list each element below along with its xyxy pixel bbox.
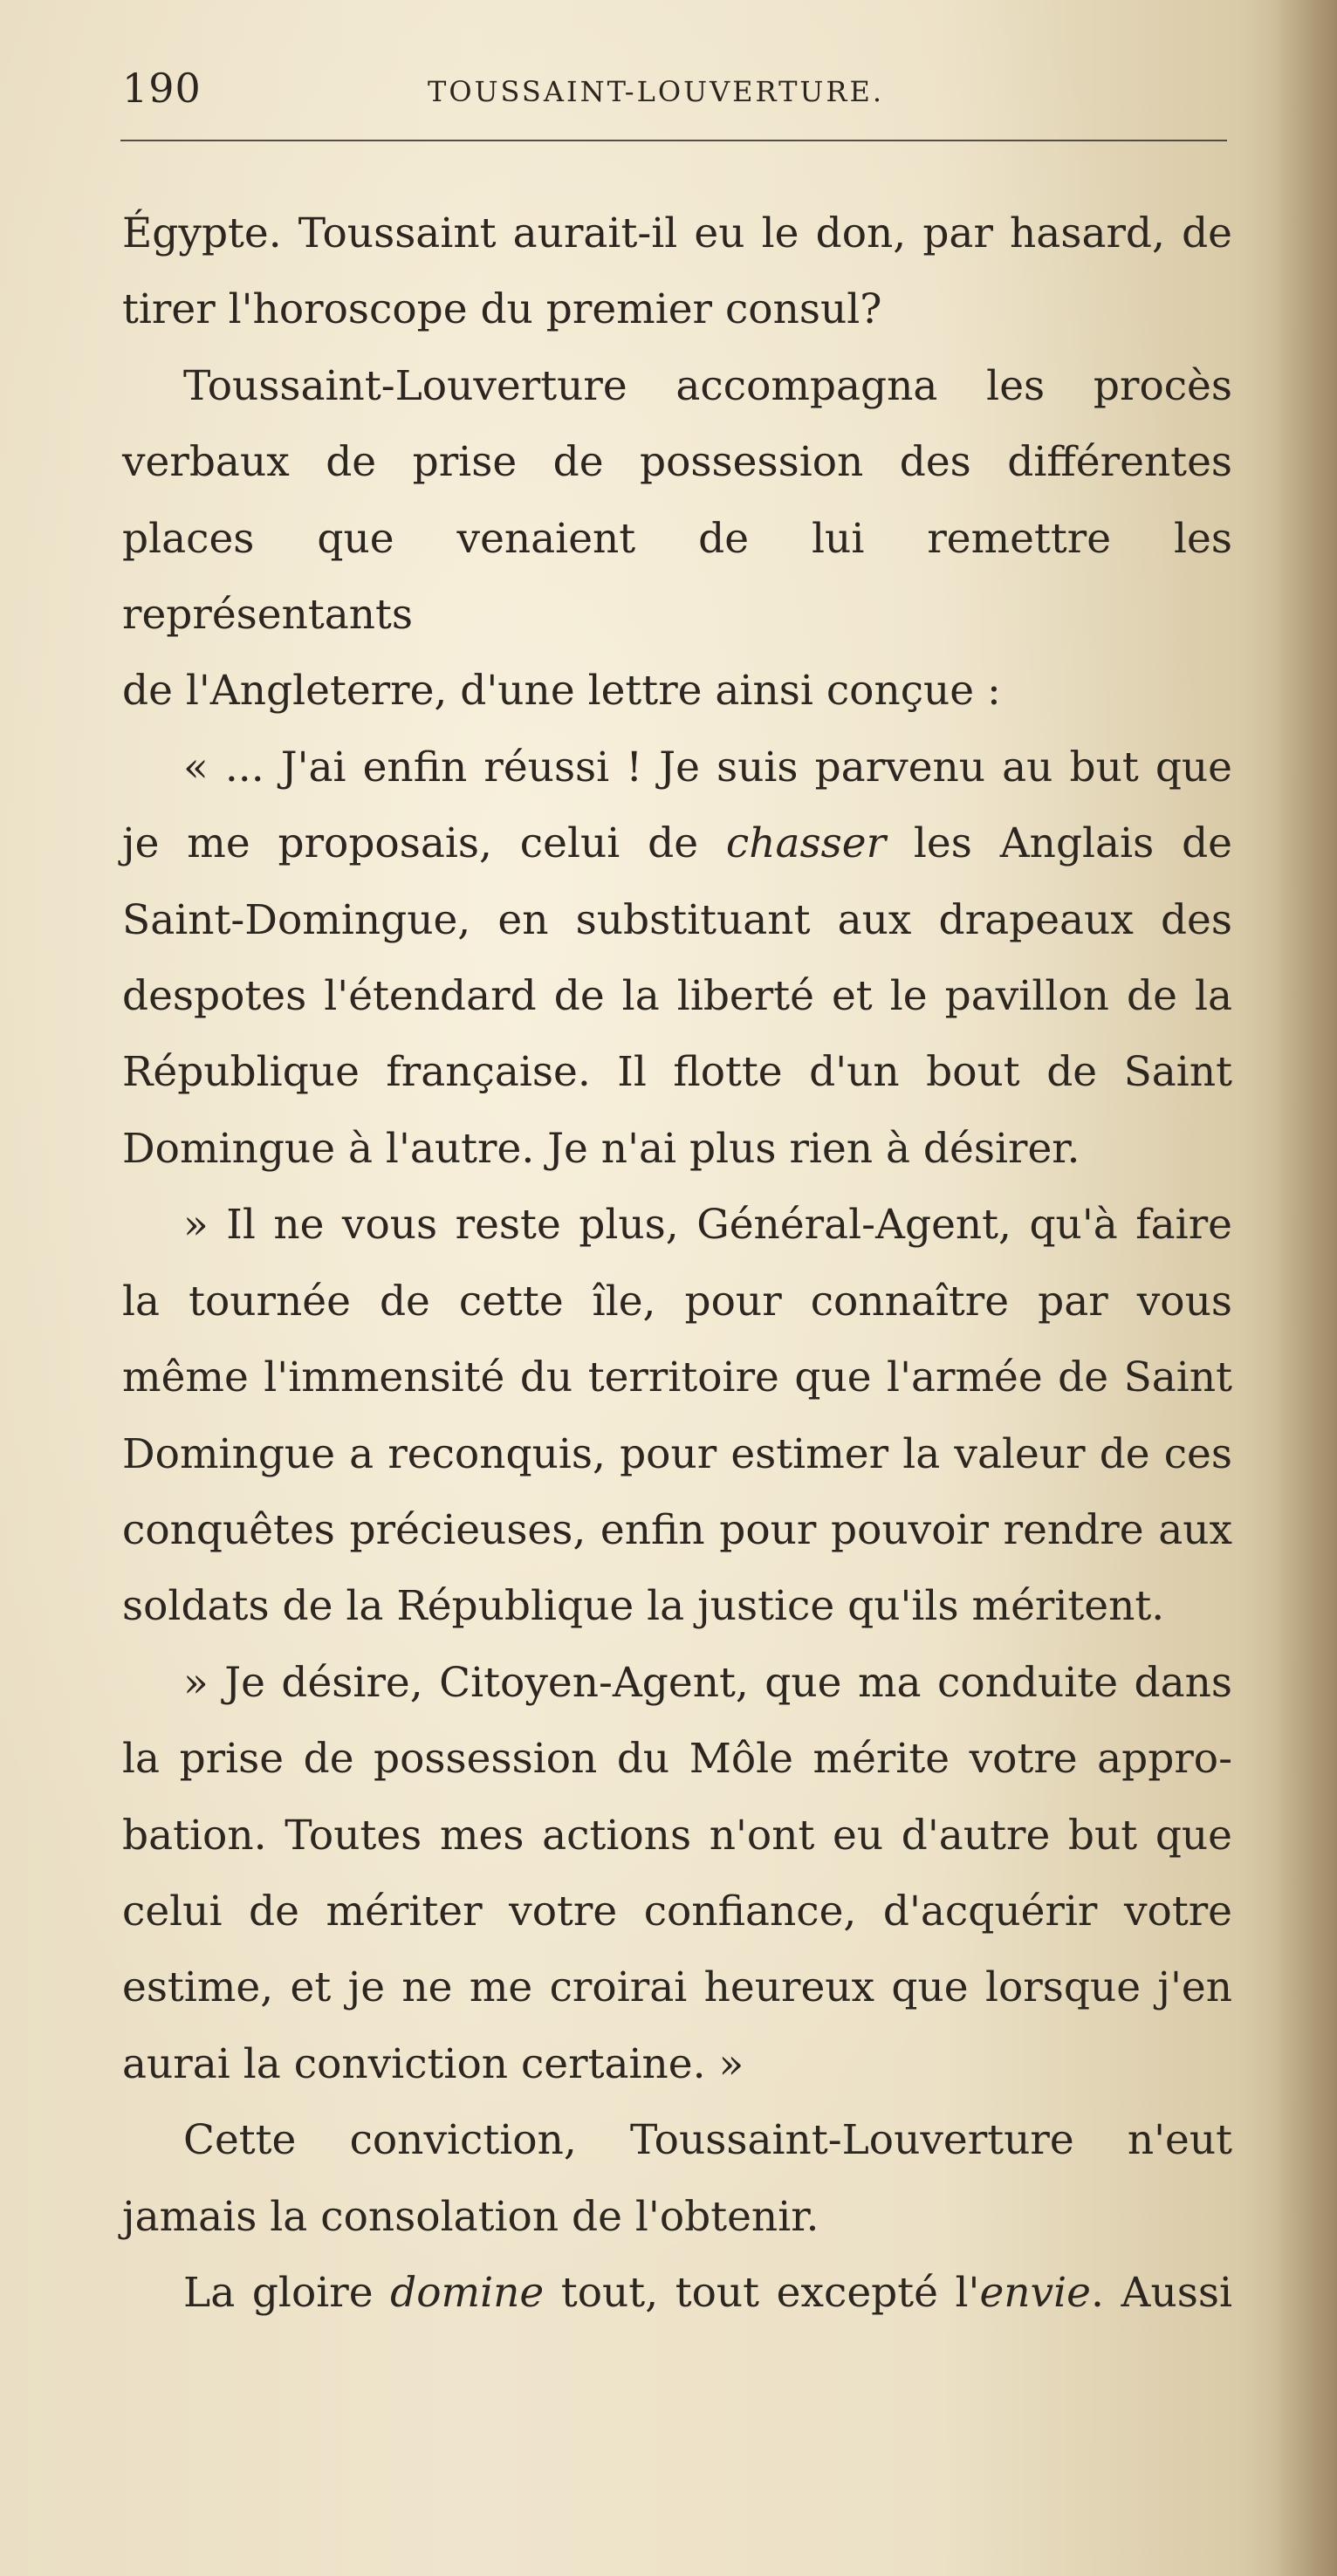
- text-line: Domingue a reconquis, pour estimer la valeur de ces: [122, 1429, 1232, 1478]
- text-line: [122, 2255, 1232, 2331]
- text-fragment: La gloire: [183, 2268, 391, 2317]
- body-text: [122, 195, 1232, 2331]
- text-fragment: je me proposais, celui de: [122, 819, 726, 868]
- text-line: conquêtes précieuses, enfin pour pouvoir rendre aux: [122, 1505, 1232, 1554]
- text-line: la prise de possession du Môle mérite votre appro-: [122, 1735, 1232, 1784]
- text-line: verbaux de prise de possession des différentes: [122, 438, 1232, 487]
- text-line: » Je désire, Citoyen-Agent, que ma conduite dans: [183, 1658, 1232, 1707]
- italic-word: envie: [979, 2268, 1091, 2317]
- text-line: Égypte. Toussaint aurait-il eu le don, par hasard, de: [122, 209, 1232, 257]
- text-fragment: . Aussi: [1090, 2268, 1232, 2317]
- text-line: bation. Toutes mes actions n'ont eu d'autre but que: [122, 1811, 1232, 1860]
- text-line: places que venaient de lui remettre les représentants: [122, 514, 1232, 640]
- text-line: » Il ne vous reste plus, Général-Agent, qu'à faire: [183, 1201, 1232, 1250]
- text-line: tirer l'horoscope du premier consul?: [122, 285, 882, 334]
- page-number: 190: [122, 65, 202, 112]
- text-line: Toussaint-Louverture accompagna les procès: [183, 361, 1232, 410]
- text-line: Saint-Domingue, en substituant aux drapeaux des: [122, 895, 1232, 944]
- text-line: aurai la conviction certaine. »: [122, 2039, 744, 2088]
- text-line: la tournée de cette île, pour connaître par vous: [122, 1277, 1232, 1326]
- text-line: Domingue à l'autre. Je n'ai plus rien à désirer.: [122, 1124, 1080, 1173]
- text-line: [122, 805, 1232, 881]
- italic-word: domine: [390, 2268, 545, 2317]
- text-line: même l'immensité du territoire que l'armée de Saint: [122, 1353, 1232, 1402]
- text-line: Cette conviction, Toussaint-Louverture n'eut: [183, 2116, 1232, 2165]
- text-line: jamais la consolation de l'obtenir.: [122, 2192, 819, 2241]
- text-line: soldats de la République la justice qu'ils méritent.: [122, 1582, 1165, 1631]
- running-head: TOUSSAINT-LOUVERTURE.: [428, 75, 884, 108]
- header-rule: [120, 140, 1227, 141]
- text-line: « ... J'ai enfin réussi ! Je suis parvenu au but que: [183, 743, 1232, 791]
- italic-word: chasser: [725, 819, 887, 868]
- text-line: République française. Il flotte d'un bout de Saint: [122, 1048, 1232, 1097]
- text-line: estime, et je ne me croirai heureux que lorsque j'en: [122, 1963, 1232, 2012]
- text-line: celui de mériter votre confiance, d'acquérir votre: [122, 1887, 1232, 1935]
- text-line: despotes l'étendard de la liberté et le pavillon de la: [122, 972, 1232, 1021]
- text-fragment: tout, tout excepté l': [544, 2268, 980, 2317]
- text-line: de l'Angleterre, d'une lettre ainsi conçue :: [122, 667, 1001, 716]
- page-edge-shadow: [1276, 0, 1337, 2576]
- text-fragment: les Anglais de: [886, 819, 1232, 868]
